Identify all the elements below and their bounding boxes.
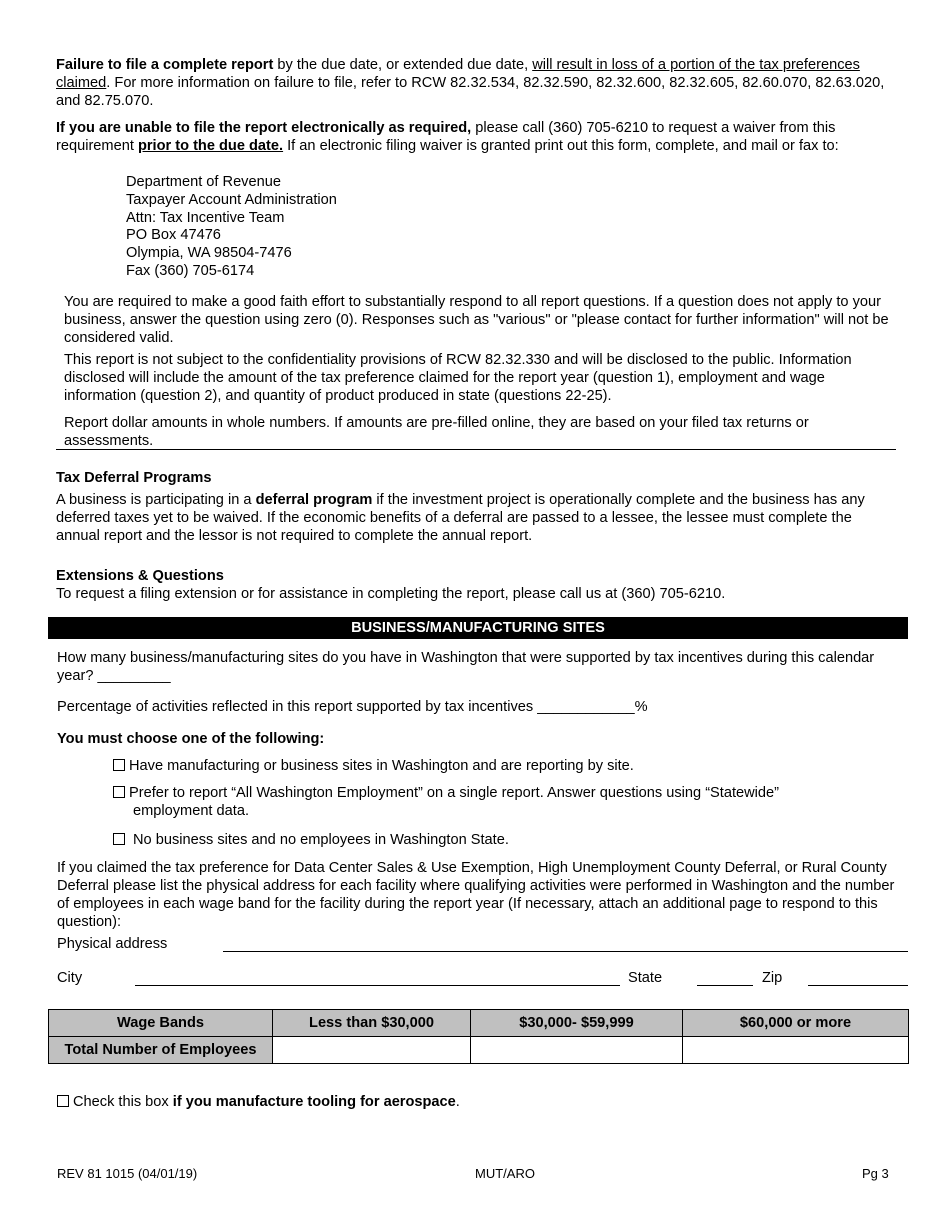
percentage-question[interactable]: Percentage of activities reflected in this report supported by tax incentives ____________% xyxy=(57,699,648,715)
table-header: $30,000- $59,999 xyxy=(471,1010,683,1037)
checkbox[interactable] xyxy=(113,759,125,771)
form-number: REV 81 1015 (04/01/19) xyxy=(57,1166,198,1181)
deferral-heading: Tax Deferral Programs xyxy=(56,470,212,486)
sites-count-question[interactable]: How many business/manufacturing sites do you have in Washington that were supported by tax incentives during this calendar year? _________ xyxy=(57,650,875,684)
city-field[interactable] xyxy=(135,985,620,986)
address-line: Fax (360) 705-6174 xyxy=(126,262,255,279)
table-header: Wage Bands xyxy=(49,1010,273,1037)
section-title-bar: BUSINESS/MANUFACTURING SITES xyxy=(48,617,908,639)
table-row xyxy=(49,1037,909,1064)
address-line: Department of Revenue xyxy=(126,174,281,190)
address-line: Attn: Tax Incentive Team xyxy=(126,209,285,226)
deferral-text-start: A business is participating in a xyxy=(56,492,256,508)
page-number: Pg 3 xyxy=(862,1166,889,1181)
option-label-continued: employment data. xyxy=(133,803,250,819)
address-line: PO Box 47476 xyxy=(126,227,221,244)
checkbox[interactable] xyxy=(113,833,125,845)
address-line: Taxpayer Account Administration xyxy=(126,191,337,208)
option-report-by-site[interactable] xyxy=(113,757,873,775)
aerospace-tooling-option[interactable] xyxy=(57,1093,460,1111)
physical-address-label: Physical address xyxy=(57,936,168,952)
option-label: Prefer to report “All Washington Employment” on a single report. Answer questions using “Statewide” xyxy=(129,785,779,801)
employees-60k-plus-cell[interactable] xyxy=(683,1037,909,1064)
wage-bands-table xyxy=(48,1009,909,1064)
waiver-mid: please call (360) 705-6210 to request a waiver from this requirement xyxy=(56,120,836,154)
deferral-text-end: if the investment project is operationally complete and the business has any deferred taxes yet to be waived. If the economic benefits of a deferral are passed to a lessee, the lessee must complete the annual report and the lessor is not required to complete the annual report. xyxy=(56,492,865,544)
option-label: Have manufacturing or business sites in Washington and are reporting by site. xyxy=(129,758,634,774)
choose-label: You must choose one of the following: xyxy=(57,731,325,747)
checkbox[interactable] xyxy=(113,786,125,798)
zip-field[interactable] xyxy=(808,985,908,986)
table-header-row xyxy=(49,1010,909,1037)
checkbox[interactable] xyxy=(57,1095,69,1107)
aerospace-text-start: Check this box xyxy=(73,1094,173,1110)
aerospace-text-end: . xyxy=(455,1094,460,1110)
extensions-paragraph: To request a filing extension or for assistance in completing the report, please call us at (360) 705-6210. xyxy=(56,586,726,602)
city-label: City xyxy=(57,970,83,986)
extensions-heading: Extensions & Questions xyxy=(56,568,224,584)
waiver-paragraph xyxy=(56,119,896,155)
aerospace-text-bold: if you manufacture tooling for aerospace xyxy=(172,1094,456,1110)
table-header: $60,000 or more xyxy=(683,1010,909,1037)
failure-to-file-end: . For more information on failure to file, refer to RCW 82.32.534, 82.32.590, 82.32.600, 82.32.605, 82.60.070, 82.63.020, and 82.75.070. xyxy=(56,75,885,109)
failure-to-file-underline: will result in loss of a portion of the tax preferences claimed xyxy=(56,57,860,91)
good-faith-paragraph: You are required to make a good faith effort to substantially respond to all report questions. If a question does not apply to your business, answer the question using zero (0). Responses such as "various" or "please contact for further information" will not be considered valid. xyxy=(64,294,889,346)
failure-to-file-mid: by the due date, or extended due date, xyxy=(273,57,533,73)
address-line: Olympia, WA 98504-7476 xyxy=(126,245,292,262)
waiver-underline: prior to the due date. xyxy=(137,138,284,154)
employees-under-30k-cell[interactable] xyxy=(273,1037,471,1064)
form-code: MUT/ARO xyxy=(475,1166,535,1181)
divider xyxy=(56,449,896,450)
confidentiality-paragraph: This report is not subject to the confidentiality provisions of RCW 82.32.330 and will be disclosed to the public. Information disclosed will include the amount of the tax preference claimed for the report year (question 1), employment and wage information (question 2), and quantity of product produced in state (questions 22-25). xyxy=(64,352,852,404)
employees-30k-60k-cell[interactable] xyxy=(471,1037,683,1064)
deferral-text-bold: deferral program xyxy=(255,492,373,508)
waiver-end: If an electronic filing waiver is granted print out this form, complete, and mail or fax to: xyxy=(283,138,839,154)
dollar-amounts-paragraph: Report dollar amounts in whole numbers. If amounts are pre-filled online, they are based on your filed tax returns or assessments. xyxy=(64,415,809,449)
mailing-address xyxy=(126,173,526,280)
option-all-washington[interactable] xyxy=(113,784,833,820)
physical-address-field[interactable] xyxy=(223,951,908,952)
option-label: No business sites and no employees in Washington State. xyxy=(133,832,509,848)
zip-label: Zip xyxy=(762,970,783,986)
waiver-bold: If you are unable to file the report electronically as required, xyxy=(56,120,472,136)
option-no-sites[interactable] xyxy=(113,831,873,849)
state-field[interactable] xyxy=(697,985,753,986)
facility-instructions: If you claimed the tax preference for Data Center Sales & Use Exemption, High Unemployment County Deferral, or Rural County Deferral please list the physical address for each facility where qualifying activities were performed in Washington and the number of employees in each wage band for the facility during the report year (If necessary, attach an additional page to respond to this question): xyxy=(57,860,895,930)
table-header: Less than $30,000 xyxy=(273,1010,471,1037)
failure-to-file-bold: Failure to file a complete report xyxy=(56,57,274,73)
state-label: State xyxy=(628,970,663,986)
row-header: Total Number of Employees xyxy=(49,1037,273,1064)
deferral-paragraph xyxy=(56,491,896,545)
failure-to-file-paragraph xyxy=(56,56,896,110)
